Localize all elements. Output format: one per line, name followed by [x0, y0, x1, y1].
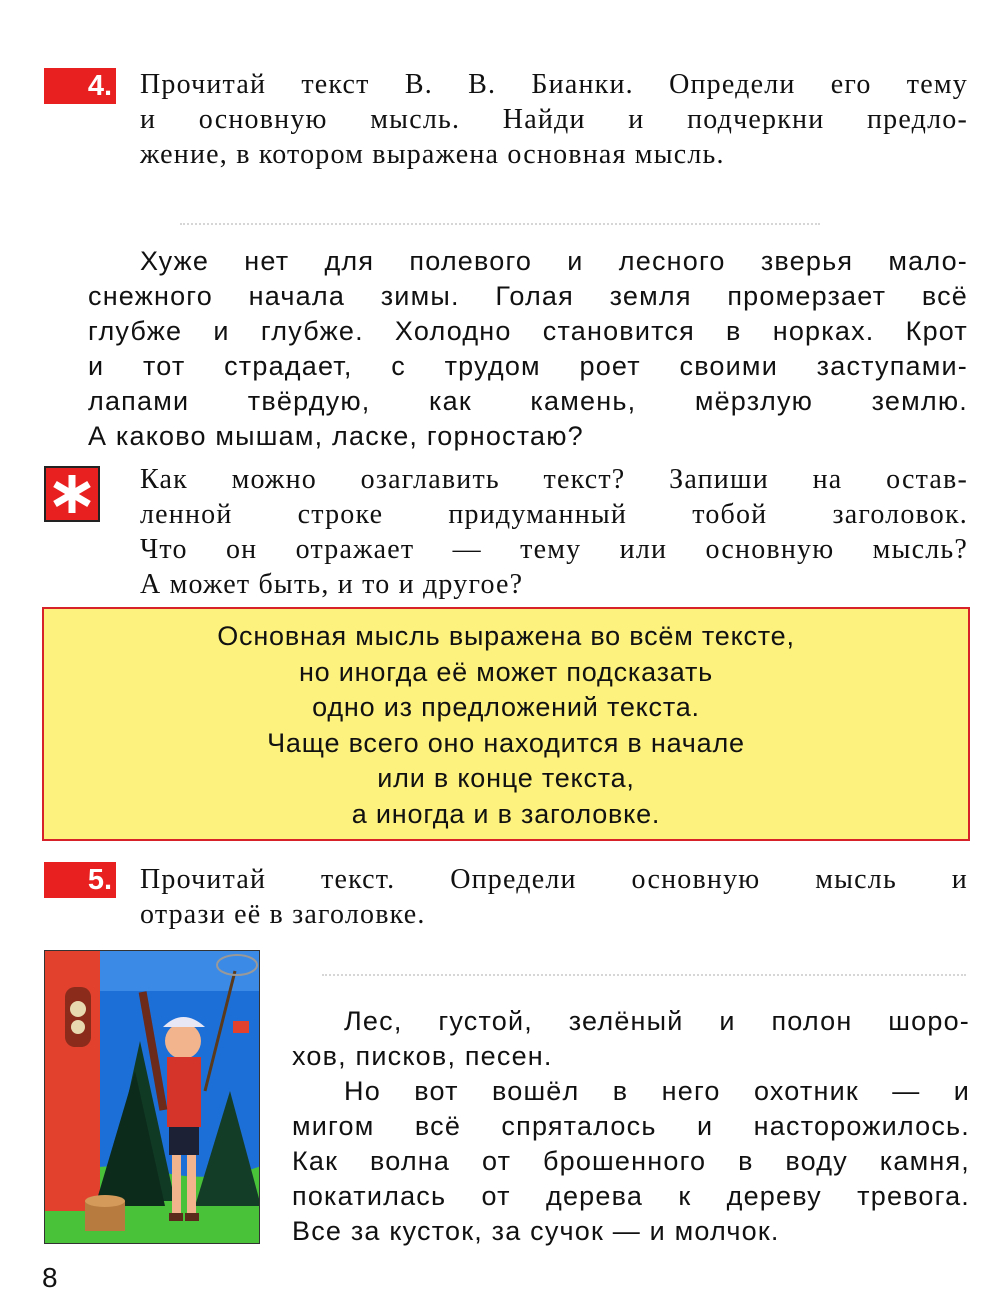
- task-5-text-line-2: хов, писков, песен.: [292, 1041, 553, 1071]
- task-5-line-1: Прочитай текст. Определи основную мысль и: [140, 864, 968, 895]
- rule-line-1: Основная мысль выражена во всём тексте,: [217, 621, 795, 651]
- asterisk-icon: [44, 466, 100, 522]
- star-task-instruction: [140, 462, 968, 602]
- rule-line-3: одно из предложений текста.: [312, 692, 700, 722]
- rule-line-4: Чаще всего оно находится в начале: [267, 727, 745, 758]
- rule-line-5: или в конце текста,: [377, 763, 635, 793]
- title-answer-line-2: [322, 974, 966, 976]
- rule-box: [42, 607, 970, 841]
- rule-line-2: но иногда её может подсказать: [298, 656, 714, 687]
- star-task-line-2: ленной строке придуманный тобой заголовок.: [140, 499, 968, 530]
- task-5-text-line-3: Но вот вошёл в него охотник — и: [344, 1076, 970, 1106]
- task-5-text-line-4: мигом всё спряталось и насторожилось.: [292, 1111, 970, 1141]
- star-task-line-1: Как можно озаглавить текст? Запиши на остав-: [140, 464, 968, 495]
- task-5-line-2: отрази её в заголовке.: [140, 899, 426, 930]
- task-4-text-line-4: и тот страдает, с трудом роет своими заступами-: [88, 351, 968, 381]
- task-4-instruction: [140, 67, 968, 172]
- task-5-text-line-6: покатилась от дерева к дереву тревога.: [292, 1181, 970, 1211]
- task-4-text-line-6: А каково мышам, ласке, горностаю?: [88, 421, 584, 451]
- task-4-text: [88, 244, 968, 454]
- task-5-text-line-1: Лес, густой, зелёный и полон шоро-: [344, 1006, 970, 1036]
- page-number: 8: [42, 1262, 58, 1293]
- task-4-text-line-1: Хуже нет для полевого и лесного зверья мало-: [140, 246, 968, 276]
- task-4-text-line-3: глубже и глубже. Холодно становится в норках. Крот: [88, 316, 968, 346]
- hunter-illustration: [44, 950, 260, 1244]
- task-5-number: 5.: [44, 862, 116, 898]
- star-task-line-4: А может быть, и то и другое?: [140, 569, 524, 600]
- rule-line-6: а иногда и в заголовке.: [351, 798, 661, 829]
- task-4-text-line-5: лапами твёрдую, как камень, мёрзлую землю.: [88, 386, 968, 416]
- task-5-instruction: [140, 862, 968, 932]
- star-task-line-3: Что он отражает — тему или основную мысль?: [140, 534, 968, 565]
- title-answer-line: [180, 223, 820, 225]
- task-4-line-2: и основную мысль. Найди и подчеркни предло-: [140, 104, 968, 135]
- task-4-line-1: Прочитай текст В. В. Бианки. Определи его тему: [140, 69, 968, 100]
- task-4-number: 4.: [44, 68, 116, 104]
- task-4-line-3: жение, в котором выражена основная мысль.: [140, 139, 725, 170]
- task-5-text-line-5: Как волна от брошенного в воду камня,: [292, 1146, 970, 1176]
- task-5-text: [292, 1004, 970, 1249]
- task-5-text-line-7: Все за кусток, за сучок — и молчок.: [292, 1216, 780, 1246]
- task-4-text-line-2: снежного начала зимы. Голая земля промерзает всё: [88, 281, 968, 311]
